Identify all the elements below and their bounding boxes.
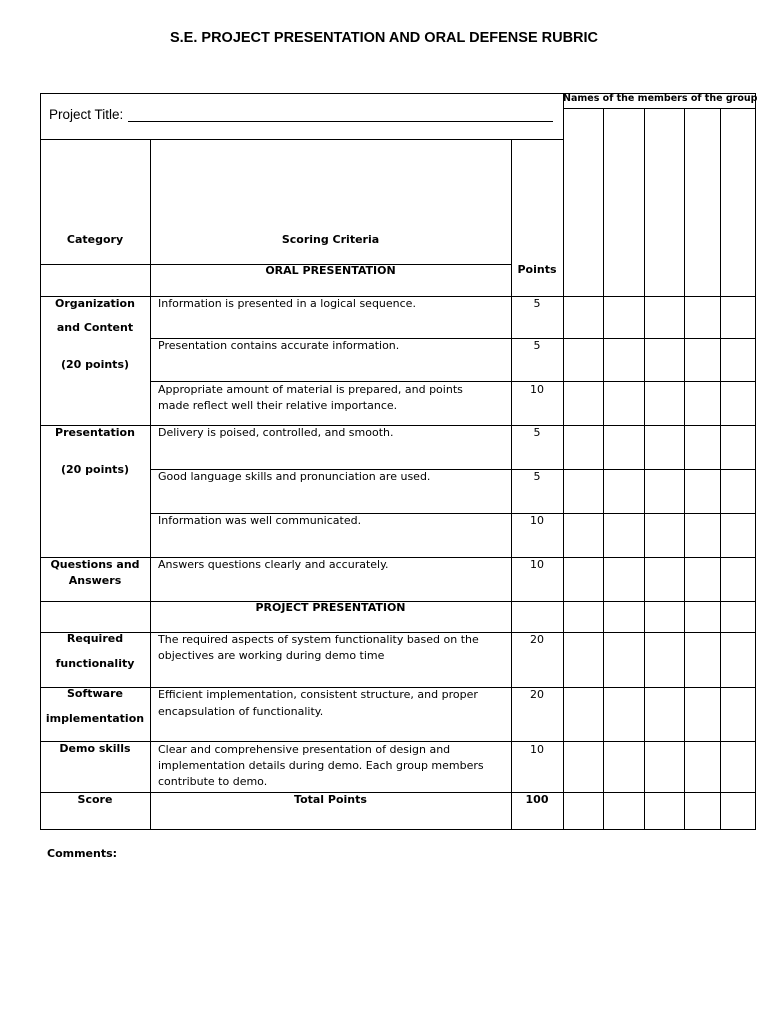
category-required-line-2: functionality [55, 657, 135, 670]
section-project-presentation: PROJECT PRESENTATION [255, 601, 406, 614]
total-points-value: 100 [525, 793, 549, 806]
criterion-points: 5 [533, 470, 541, 483]
total-points-label: Total Points [294, 793, 367, 806]
criterion-text-cont: contribute to demo. [158, 775, 268, 788]
criterion-text-cont: objectives are working during demo time [158, 649, 385, 662]
category-software-line-2: implementation [45, 712, 145, 725]
header-scoring-criteria: Scoring Criteria [281, 233, 380, 246]
criterion-points: 20 [530, 633, 544, 646]
category-organization-line-2: and Content [56, 321, 134, 334]
criterion-points: 10 [530, 558, 544, 571]
criterion-text-cont: implementation details during demo. Each group members [158, 759, 484, 772]
criterion-text-cont: made reflect well their relative importance. [158, 399, 398, 412]
category-organization-points: (20 points) [60, 358, 130, 371]
criterion-points: 20 [530, 688, 544, 701]
criterion-text: Information is presented in a logical sequence. [158, 297, 416, 310]
category-presentation: Presentation [55, 426, 135, 439]
criterion-points: 10 [530, 743, 544, 756]
criterion-points: 10 [530, 514, 544, 527]
document-title: S.E. PROJECT PRESENTATION AND ORAL DEFENSE RUBRIC [169, 30, 599, 46]
category-demo-skills: Demo skills [59, 742, 131, 755]
criterion-text: Good language skills and pronunciation are used. [158, 470, 431, 483]
members-header: Names of the members of the group [563, 93, 758, 104]
category-software-line-1: Software [67, 687, 123, 700]
criterion-text: Answers questions clearly and accurately. [158, 558, 389, 571]
category-questions-line-2: Answers [68, 574, 122, 587]
project-title-label: Project Title: [49, 107, 124, 122]
criterion-text: Clear and comprehensive presentation of design and [158, 743, 451, 756]
header-points: Points [517, 263, 557, 276]
criterion-text: Appropriate amount of material is prepared, and points [158, 383, 463, 396]
criterion-points: 5 [533, 297, 541, 310]
criterion-points: 5 [533, 339, 541, 352]
criterion-text: Information was well communicated. [158, 514, 362, 527]
criterion-text: Efficient implementation, consistent structure, and proper [158, 688, 478, 701]
criterion-text: Delivery is poised, controlled, and smooth. [158, 426, 394, 439]
comments-label: Comments: [47, 847, 118, 860]
criterion-text-cont: encapsulation of functionality. [158, 705, 324, 718]
criterion-text: The required aspects of system functionality based on the [158, 633, 479, 646]
header-category: Category [66, 233, 124, 246]
criterion-text: Presentation contains accurate information. [158, 339, 400, 352]
category-required-line-1: Required [66, 632, 124, 645]
project-title-field[interactable] [128, 121, 553, 122]
category-presentation-points: (20 points) [60, 463, 130, 476]
criterion-points: 10 [530, 383, 544, 396]
criterion-points: 5 [533, 426, 541, 439]
score-label: Score [77, 793, 113, 806]
category-organization-line-1: Organization [55, 297, 135, 310]
section-oral-presentation: ORAL PRESENTATION [265, 264, 396, 277]
category-questions-line-1: Questions and [50, 558, 140, 571]
